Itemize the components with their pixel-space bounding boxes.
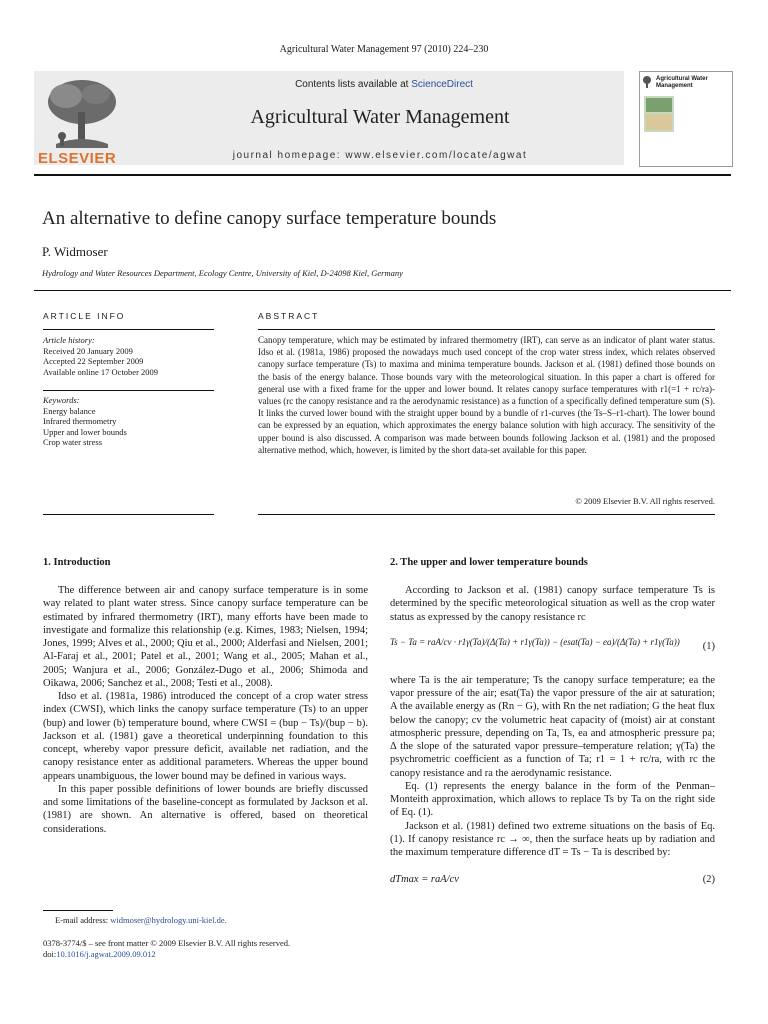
keywords-label: Keywords: <box>43 395 80 405</box>
intro-paragraph-1: The difference between air and canopy surface temperature is in some way related to plant water stress. Since canopy surface temperature can be estimated by infrared thermometry (IRT), many efforts have been made to investigate and formalize this relationship (e.g. Kimes, 1983; Nielsen, 1994; Jones, 1999; Alves et al., 2000; Qiu et al., 2000; Alderfasi and Nielsen, 2001; Al-Faraj et al., 2001; Patel et al., 2001; Wang et al., 2005; Mahan et al., 2005; Wanjura et al., 2006; González-Dugo et al., 2006; Shimoda and Oikawa, 2006; Sanchez et al., 2008; Testi et al., 2008). <box>43 585 368 689</box>
keywords-rule <box>43 390 214 391</box>
author-affiliation: Hydrology and Water Resources Department, Ecology Centre, University of Kiel, D-24098 Kiel, Germany <box>42 268 403 278</box>
section2-paragraph-4: Jackson et al. (1981) defined two extreme situations on the basis of Eq. (1). If canopy resistance rc → ∞, then the surface heats up by radiation and the maximum temperature difference dT = Ts − Ta is described by: <box>390 820 715 858</box>
journal-title: Agricultural Water Management <box>250 106 510 128</box>
article-title: An alternative to define canopy surface temperature bounds <box>42 208 497 229</box>
section2-body <box>390 584 715 895</box>
footnote-rule <box>43 910 113 911</box>
equation-2-expression: dTmax = raA/cv <box>390 874 459 886</box>
keyword-item: Upper and lower bounds <box>43 426 127 437</box>
elsevier-wordmark: ELSEVIER <box>38 150 117 167</box>
cover-tree-icon <box>642 76 652 88</box>
intro-paragraph-2: Idso et al. (1981a, 1986) introduced the concept of a crop water stress index (CWSI), which links the canopy surface temperature (Ts) to an upper (bup) and lower (b) temperature bound, where CWSI = (bup − Ts)/(bup − b). Jackson et al. (1981) gave a theoretical underpinning foundation to this concept, whereby vapor pressure deficit, available net radiation, and the canopy resistance enter as additional parameters. Whereas the upper bound appears unambiguous, the lower bound may be defined in various ways. <box>43 691 368 782</box>
section2-paragraph-1: According to Jackson et al. (1981) canopy surface temperature Ts is determined by the specific meteorological situation as well as the crop water status as expressed by the canopy resistance rc <box>390 585 715 623</box>
abstract-bottom-rule <box>258 514 715 515</box>
history-label: Article history: <box>43 335 95 345</box>
equation-1 <box>390 628 715 670</box>
section2-heading: 2. The upper and lower temperature bounds <box>390 557 588 568</box>
doi-link[interactable]: 10.1016/j.agwat.2009.09.012 <box>56 949 156 959</box>
author-name: P. Widmoser <box>42 244 108 259</box>
equation-1-number: (1) <box>702 640 715 652</box>
keyword-item: Infrared thermometry <box>43 416 117 426</box>
intro-body <box>43 584 368 836</box>
cover-image-icon <box>640 90 730 150</box>
article-history <box>43 335 214 377</box>
abstract-text: Canopy temperature, which may be estimated by infrared thermometry (IRT), can serve as an indicator of plant water status. Idso et al. (1981a, 1986) proposed the nowadays much used concept of the crop water stress index, which relates observed canopy surface temperature (Ts) to maxima and minima temperature bounds. Jackson et al. (1981) defined those bounds on the basis of the energy balance. Those bounds vary with the meteorological situation. In this paper a chart is offered for general use with a fixed frame for the upper and lower bound. It relates canopy surface temperatures with r1(=1 + rc/ra)-values (rc the canopy resistance and ra the aerodynamic resistance) as a function of a specifically defined temperature sum (S). It links the curved lower bound with the straight upper bound by a bundle of r1-curves (the Ts–S–r1-chart). The lower bound can be expressed by an equation, which approximates the energy balance solution with high accuracy. The sensitivity of the upper bound is also discussed. A comparison was made between bounds following Jackson et al. (1981) and the proposed alternative method, which, however, is limited by the short data-set available for this paper. <box>258 335 715 455</box>
intro-paragraph-3: In this paper possible definitions of lower bounds are briefly discussed and some limitations of the baseline-concept as formulated by Jackson et al. (1981) are shown. An alternative is offered, based on theoretical considerations. <box>43 783 368 835</box>
info-bottom-rule <box>43 514 214 515</box>
author-email-link[interactable]: widmoser@hydrology.uni-kiel.de. <box>110 915 227 925</box>
journal-citation: Agricultural Water Management 97 (2010) 224–230 <box>279 44 489 55</box>
history-accepted: Accepted 22 September 2009 <box>43 356 144 366</box>
journal-cover-thumbnail <box>639 71 733 167</box>
keyword-item: Crop water stress <box>43 437 103 447</box>
sciencedirect-link[interactable]: ScienceDirect <box>411 79 473 90</box>
abstract-copyright: © 2009 Elsevier B.V. All rights reserved. <box>575 496 715 506</box>
article-info-heading: ARTICLE INFO <box>43 311 126 321</box>
title-rule <box>34 290 731 291</box>
section2-paragraph-2: where Ta is the air temperature; Ts the canopy surface temperature; ea the vapor pressure of the air; esat(Ta) the vapor pressure of the air at saturation; A the available energy as (Rn − G), with Rn the net radiation; G the heat flux below the canopy; cv the volumetric heat capacity of (moist) air at constant atmospheric pressure, depending on Ta, Ts, ea and atmospheric pressure pa; Δ the slope of the saturated vapor pressure–temperature relation; γ(Ta) the psychrometric coefficient as a function of Ta; r1 = 1 + rc/ra, with rc the canopy resistance and ra the aerodynamic resistance. <box>390 674 715 779</box>
keyword-item: Energy balance <box>43 405 96 416</box>
keywords-list <box>43 395 214 448</box>
intro-heading: 1. Introduction <box>43 557 111 568</box>
article-info-rule <box>43 329 214 330</box>
cover-title: Agricultural Water Management <box>656 76 708 89</box>
equation-2 <box>390 865 715 895</box>
section2-paragraph-3: Eq. (1) represents the energy balance in the form of the Penman–Monteith approximation, which allows to replace Ts by Ta on the right side of Eq. (1). <box>390 780 715 819</box>
abstract-heading: ABSTRACT <box>258 311 320 321</box>
author-email-footnote: E-mail address: widmoser@hydrology.uni-kiel.de. <box>55 915 227 925</box>
contents-line: Contents lists available at ScienceDirect <box>295 79 473 90</box>
history-online: Available online 17 October 2009 <box>43 366 159 377</box>
issn-line: 0378-3774/$ – see front matter © 2009 Elsevier B.V. All rights reserved. <box>43 938 291 948</box>
header-rule <box>34 174 731 176</box>
equation-1-expression: Ts − Ta = raA/cv · r1γ(Ta)/(Δ(Ta) + r1γ(Ta)) − (esat(Ta) − ea)/(Δ(Ta) + r1γ(Ta)) <box>390 636 680 647</box>
equation-2-number: (2) <box>702 874 715 886</box>
journal-homepage[interactable]: journal homepage: www.elsevier.com/locate/agwat <box>232 150 528 161</box>
history-received: Received 20 January 2009 <box>43 345 133 356</box>
doi-line: doi:10.1016/j.agwat.2009.09.012 <box>43 949 156 959</box>
abstract-rule <box>258 329 715 330</box>
